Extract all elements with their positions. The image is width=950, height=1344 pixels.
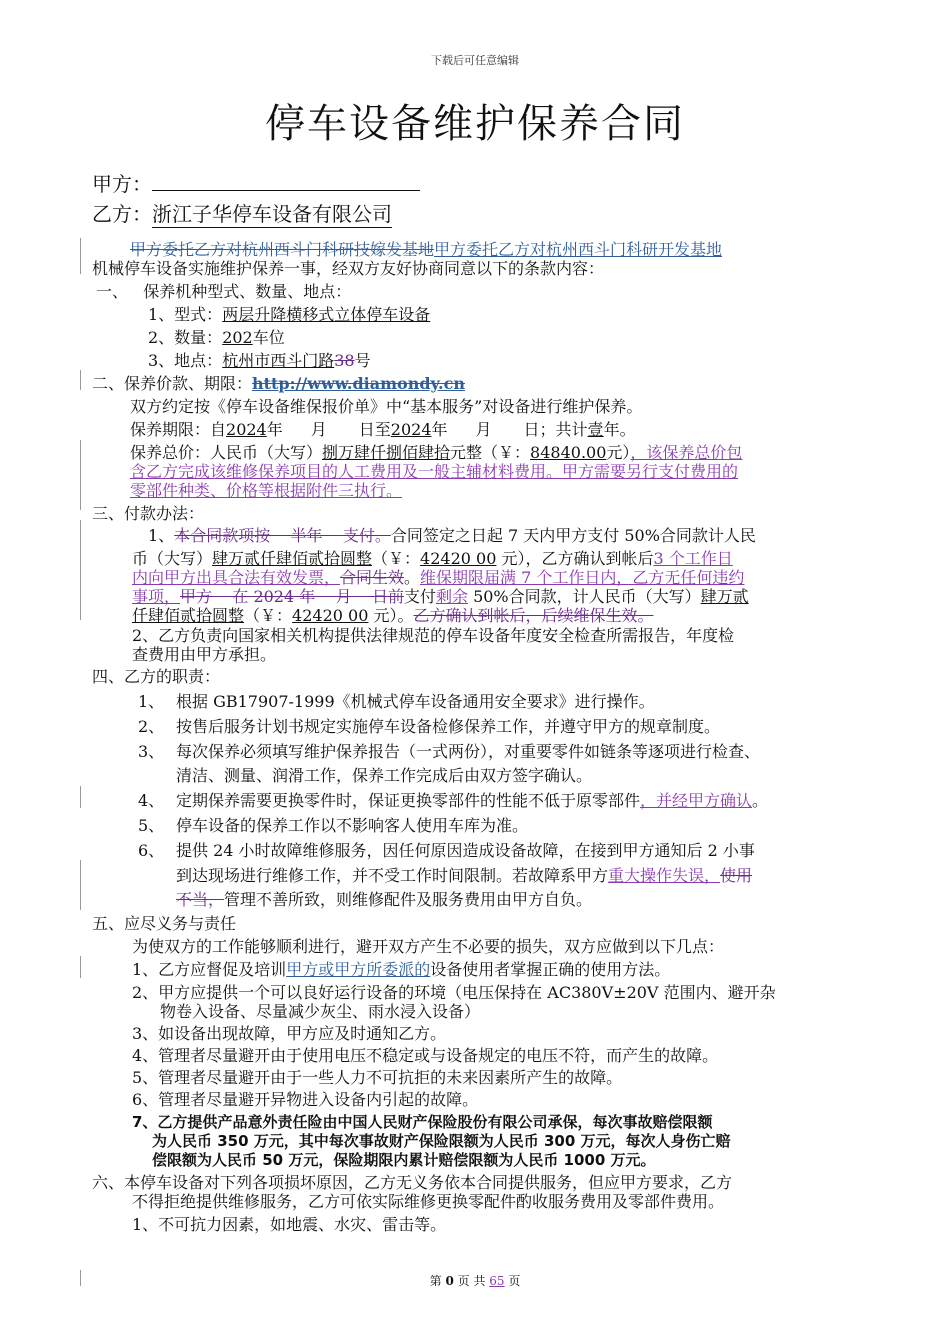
section-5-heading: 五、应尽义务与责任 — [92, 914, 237, 933]
s3-inserted-4: 事项， — [132, 587, 181, 606]
s4-item-4-line — [176, 789, 768, 812]
footer-text: 第 — [429, 1274, 442, 1288]
s5-item-7-line-1: 7、乙方提供产品意外责任险由中国人民财产保险股份有限公司承保，每次事故赔偿限额 — [132, 1113, 713, 1131]
s5-item-1 — [132, 958, 670, 981]
s3-deleted-3: 甲方 在 2024 年 月 日前 — [180, 587, 404, 606]
s4-item-2-text: 按售后服务计划书规定实施停车设备检修保养工作，并遵守甲方的规章制度。 — [176, 717, 721, 736]
s3-inserted-1: 3 个工作日 — [653, 549, 733, 568]
s3-text: （￥： — [244, 606, 293, 625]
document-title: 停车设备维护保养合同 — [265, 101, 685, 147]
s5-item-7-line-2: 为人民币 350 万元，其中每次事故财产保险限额为人民币 300 万元，每次人身伤亡赔 — [152, 1132, 731, 1150]
s3-amount-number-1: 42420 00 — [420, 549, 497, 568]
total-inserted-3: 零部件种类、价格等根据附件三执行。 — [130, 481, 403, 500]
s3-text: 。 — [404, 568, 421, 587]
s3-text: 50%合同款，计人民币（大写） — [467, 587, 701, 606]
page-footer — [0, 1272, 950, 1289]
s1-loc-label: 3、地点： — [148, 351, 223, 370]
party-b-line — [92, 198, 392, 228]
s4-item-3-num: 3、 — [138, 742, 165, 761]
s3-text: 合同签定之日起 7 天内甲方支付 50%合同款计人民 — [390, 526, 756, 545]
intro-deleted: 甲方委托乙方对杭州西斗门科研技嫁发基地 — [130, 240, 435, 259]
party-b-name: 浙江子华停车设备有限公司 — [152, 198, 392, 228]
s3-amount-number-2: 42420 00 — [292, 606, 369, 625]
s4-item-4-num: 4、 — [138, 791, 165, 810]
s1-qty — [148, 326, 285, 349]
total-number: 84840.00 — [530, 443, 607, 462]
period-text: 日至 — [358, 420, 391, 439]
s3-item-2-line-1: 2、乙方负责向国家相关机构提供法律规范的停车设备年度安全检查所需报告，年度检 — [132, 626, 735, 645]
s5-item-1-inserted: 甲方或甲方所委派的 — [286, 960, 431, 979]
s3-text: 支付 — [403, 587, 436, 606]
period-start-year: 2024 — [226, 420, 267, 439]
change-bar — [80, 956, 81, 978]
s1-location — [148, 349, 371, 372]
s4-item-6-text: 提供 24 小时故障维修服务，因任何原因造成设备故障，在接到甲方通知后 2 小事 — [176, 841, 755, 860]
s5-item-6: 6、管理者尽量避开异物进入设备内引起的故障。 — [132, 1090, 479, 1109]
s3-line-1 — [148, 524, 756, 547]
s3-inserted-5: 剩余 — [435, 587, 468, 606]
change-bar — [80, 860, 81, 910]
s5-intro: 为使双方的工作能够顺利进行，避开双方产生不必要的损失，双方应做到以下几点： — [132, 937, 725, 956]
s4-item-3-text: 每次保养必须填写维护保养报告（一式两份），对重要零件如链条等逐项进行检查、 — [176, 742, 761, 761]
s3-item-2-line-2: 查费用由甲方承担。 — [132, 645, 277, 664]
period-text: 年。 — [603, 420, 636, 439]
period-text: 月 — [475, 420, 492, 439]
section-3-heading: 三、付款办法： — [92, 504, 205, 523]
s4-item-6-line-2 — [176, 864, 752, 887]
change-bar — [80, 520, 81, 620]
change-bar — [80, 238, 81, 274]
s1-loc-suffix: 号 — [354, 351, 371, 370]
s5-item-2-line-2: 物卷入设备、尽量减少灰尘、雨水浸入设备） — [160, 1002, 481, 1021]
s4-item-4-inserted: ，并经甲方确认 — [640, 791, 753, 810]
party-a-signature-blank — [152, 170, 420, 191]
period-text: 年 — [266, 420, 283, 439]
s2-line-1: 双方约定按《停车设备维保报价单》中“基本服务”对设备进行维护保养。 — [130, 397, 643, 416]
section-2-heading-line — [92, 372, 465, 395]
s1-loc-number-deleted: 38 — [334, 351, 355, 370]
s4-item-1-num: 1、 — [138, 692, 165, 711]
change-bar — [80, 440, 81, 510]
s1-type-value: 两层升降横移式立体停车设备 — [222, 305, 431, 324]
s4-item-5-num: 5、 — [138, 816, 165, 835]
period-text: 年 — [431, 420, 448, 439]
s3-inserted-3: 维保期限届满 7 个工作日内，乙方无任何违约 — [420, 568, 745, 587]
section-6-item-1: 1、不可抗力因素，如地震、水灾、雷击等。 — [132, 1215, 447, 1234]
s1-loc-value: 杭州市西斗门路 — [222, 351, 335, 370]
s4-item-6-inserted: 重大操作失误， — [608, 866, 721, 885]
period-text: 月 — [310, 420, 327, 439]
s1-type-label: 1、型式： — [148, 305, 223, 324]
s4-item-5-text: 停车设备的保养工作以不影响客人使用车库为准。 — [176, 816, 529, 835]
total-words: 捌万肆仟捌佰肆拾 — [322, 443, 451, 462]
period-label: 保养期限：自 — [130, 420, 227, 439]
intro-line-2: 机械停车设备实施维护保养一事，经双方友好协商同意以下的条款内容： — [92, 259, 605, 278]
s4-item-6-deleted-1: 使用 — [720, 866, 753, 885]
total-label: 保养总价：人民币（大写） — [130, 443, 323, 462]
s1-type — [148, 303, 430, 326]
total-text: 元整（￥： — [450, 443, 531, 462]
s3-amount-words-2a: 肆万贰 — [700, 587, 749, 606]
party-a-line — [92, 168, 420, 197]
s4-item-4-end: 。 — [752, 791, 769, 810]
footer-total-pages: 65 — [489, 1274, 505, 1288]
s3-deleted-1: 本合同款项按 半年 支付。 — [174, 526, 391, 545]
change-bar — [80, 786, 81, 808]
section-1-heading: 一、 保养机种型式、数量、地点： — [96, 282, 352, 301]
footer-text: 页 共 — [457, 1274, 486, 1288]
s4-item-6-line-3 — [176, 888, 592, 911]
s4-item-6-deleted-2: 不当， — [176, 890, 225, 909]
intro-inserted: 甲方委托乙方对杭州西斗门科研开发基地 — [434, 240, 723, 259]
section-2-heading: 二、保养价款、期限： — [92, 374, 253, 393]
period-years: 壹 — [587, 420, 604, 439]
s3-item-1-num: 1、 — [148, 526, 175, 545]
s3-deleted-2: 合同生效 — [340, 568, 405, 587]
s1-qty-value: 202 — [222, 328, 253, 347]
s3-amount-words-2b: 仟肆佰贰拾圆整 — [132, 606, 245, 625]
party-b-label: 乙方： — [92, 202, 152, 226]
s4-item-6-text-end: 管理不善所致，则维修配件及服务费用由甲方自负。 — [224, 890, 593, 909]
s3-deleted-4: 乙方确认到帐后，后续维保生效。 — [413, 606, 654, 625]
s5-item-7-line-3: 偿限额为人民币 50 万元，保险期限内累计赔偿限额为人民币 1000 万元。 — [152, 1151, 656, 1169]
total-inserted-1: ，该保养总价包 — [630, 443, 743, 462]
footer-page-number: 0 — [445, 1274, 454, 1288]
period-text: 日；共计 — [523, 420, 588, 439]
total-text: 元） — [606, 443, 631, 462]
s5-item-4: 4、管理者尽量避开由于使用电压不稳定或与设备规定的电压不符，而产生的故障。 — [132, 1046, 719, 1065]
s3-inserted-2: 内向甲方出具合法有效发票， — [132, 568, 341, 587]
section-6-line-1: 六、本停车设备对下列各项损坏原因，乙方无义务依本合同提供服务，但应甲方要求，乙方 — [92, 1173, 733, 1192]
s5-item-3: 3、如设备出现故障，甲方应及时通知乙方。 — [132, 1024, 447, 1043]
s3-text: 元）。 — [368, 606, 414, 625]
change-bar — [80, 370, 81, 390]
s5-item-1-text: 1、乙方应督促及培训 — [132, 960, 287, 979]
s3-amount-words-1: 肆万贰仟肆佰贰拾圆整 — [212, 549, 373, 568]
period-end-year: 2024 — [390, 420, 432, 439]
s4-item-2-num: 2、 — [138, 717, 165, 736]
s4-item-6-num: 6、 — [138, 841, 165, 860]
s5-item-1-text-end: 设备使用者掌握正确的使用方法。 — [430, 960, 671, 979]
s4-item-3-text-cont: 清洁、测量、润滑工作，保养工作完成后由双方签字确认。 — [176, 766, 593, 785]
s4-item-1-text: 根据 GB17907-1999《机械式停车设备通用安全要求》进行操作。 — [176, 692, 655, 711]
s3-text: （￥： — [372, 549, 421, 568]
s2-total-line-3 — [130, 479, 402, 502]
total-inserted-2: 含乙方完成该维修保养项目的人工费用及一般主辅材料费用。甲方需要另行支付费用的 — [130, 462, 739, 481]
s5-item-5: 5、管理者尽量避开由于一些人力不可抗拒的未来因素所产生的故障。 — [132, 1068, 623, 1087]
header-note: 下载后可任意编辑 — [431, 54, 519, 67]
website-link[interactable]: http://www.diamondy.cn — [252, 374, 465, 393]
s1-qty-unit: 车位 — [252, 328, 285, 347]
s4-item-4-text: 定期保养需要更换零件时，保证更换零部件的性能不低于原零部件 — [176, 791, 641, 810]
footer-text: 页 — [508, 1274, 521, 1288]
s3-text: 元），乙方确认到帐后 — [496, 549, 654, 568]
s4-item-6-text-cont: 到达现场进行维修工作，并不受工作时间限制。若故障系甲方 — [176, 866, 609, 885]
party-a-label: 甲方： — [92, 172, 152, 196]
section-6-line-2: 不得拒绝提供维修服务，乙方可依实际维修更换零配件酌收服务费用及零部件费用。 — [132, 1192, 725, 1211]
s5-item-2-line-1: 2、甲方应提供一个可以良好运行设备的环境（电压保持在 AC380V±20V 范围内、避开杂 — [132, 983, 776, 1002]
s3-text: 币（大写） — [132, 549, 213, 568]
s1-qty-label: 2、数量： — [148, 328, 223, 347]
section-4-heading: 四、乙方的职责： — [92, 667, 221, 686]
s2-period — [130, 418, 636, 441]
